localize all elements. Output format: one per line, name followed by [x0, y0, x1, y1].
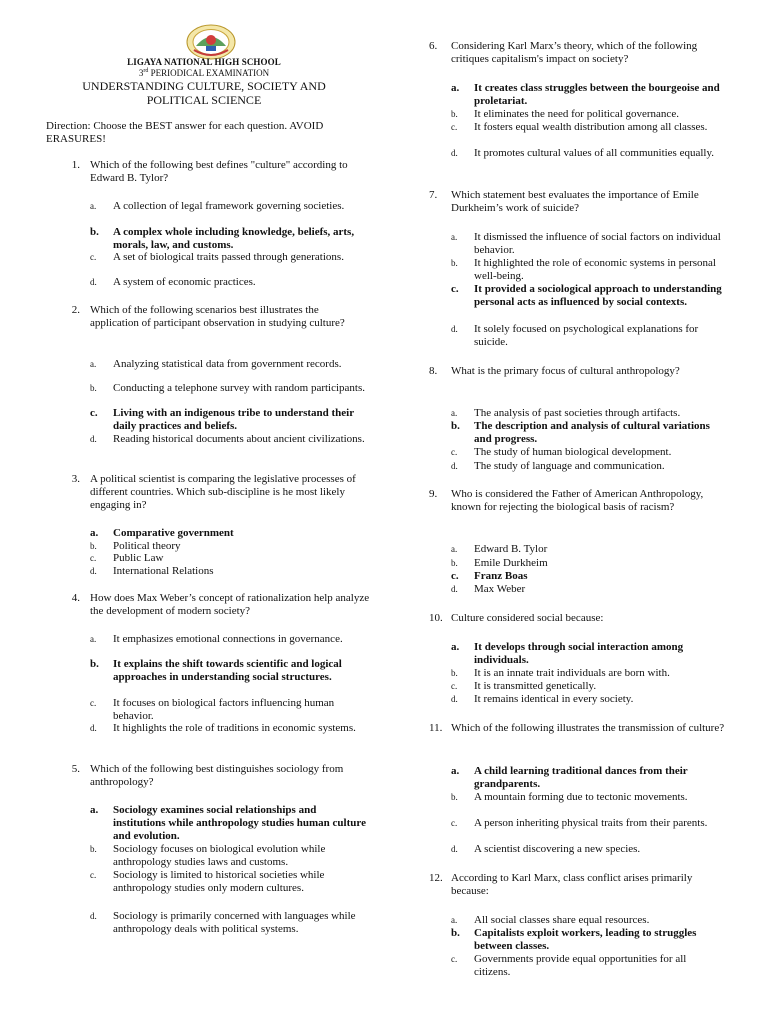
question-stem: What is the primary focus of cultural anthropology? — [451, 365, 680, 377]
question-number: 11. — [429, 722, 443, 734]
question-stem: Culture considered social because: — [451, 612, 604, 624]
question-number: 10. — [429, 612, 443, 624]
question-number: 8. — [429, 365, 438, 377]
question-stem: Which of the following scenarios best illustrates the application of participant observation in studying culture? — [90, 304, 345, 329]
question-stem: Which of the following best distinguishes sociology from anthropology? — [90, 763, 344, 788]
question-stem: A political scientist is comparing the legislative processes of different countries. Which sub-discipline is he most likely engaging in? — [90, 473, 356, 511]
question-number: 3. — [71, 473, 80, 485]
question-number: 2. — [71, 304, 80, 316]
question-number: 4. — [71, 592, 80, 604]
school-name: LIGAYA NATIONAL HIGH SCHOOL — [127, 57, 281, 67]
subject-title: UNDERSTANDING CULTURE, SOCIETY AND POLITICAL SCIENCE — [82, 79, 326, 107]
question-number: 1. — [71, 159, 80, 171]
question-stem: Which statement best evaluates the importance of Emile Durkheim’s work of suicide? — [451, 189, 699, 214]
question-stem: Which of the following illustrates the transmission of culture? — [451, 722, 725, 734]
school-seal-icon — [186, 24, 236, 60]
directions: Direction: Choose the BEST answer for each question. AVOID ERASURES! — [46, 120, 324, 145]
question-stem: Which of the following best defines "culture" according to Edward B. Tylor? — [90, 159, 348, 184]
question-stem: Who is considered the Father of American Anthropology, known for rejecting the biological basis of racism? — [451, 488, 704, 513]
question-number: 5. — [71, 763, 80, 775]
question-stem: Considering Karl Marx’s theory, which of the following critiques capitalism's impact on society? — [451, 40, 698, 65]
question-stem: How does Max Weber’s concept of rationalization help analyze the development of modern society? — [90, 592, 370, 617]
question-number: 12. — [429, 872, 443, 884]
question-number: 6. — [429, 40, 438, 52]
question-number: 9. — [429, 488, 438, 500]
exam-title: 3rd PERIODICAL EXAMINATION — [138, 68, 270, 78]
question-number: 7. — [429, 189, 438, 201]
question-stem: According to Karl Marx, class conflict arises primarily because: — [451, 872, 693, 897]
